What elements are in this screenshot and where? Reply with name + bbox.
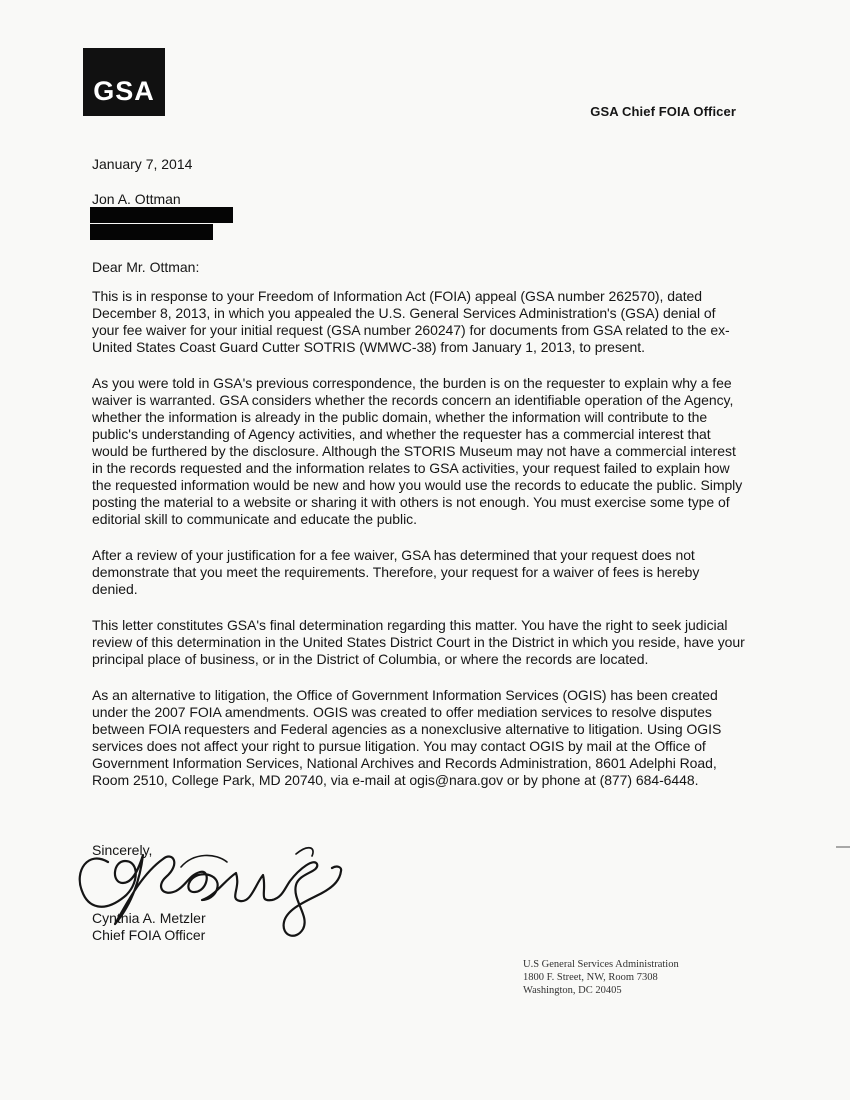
gsa-logo — [83, 48, 165, 116]
paragraph-determination: After a review of your justification for a fee waiver, GSA has determined that your request does not demonstrate that you meet the requirements. Therefore, your request for a waiver of fees is hereby denied. — [92, 547, 700, 597]
letter-date: January 7, 2014 — [92, 156, 193, 172]
footer-agency: U.S General Services Administration — [523, 959, 679, 970]
redacted-address-line-1 — [90, 207, 233, 223]
redacted-address-line-2 — [90, 224, 213, 240]
recipient-name: Jon A. Ottman — [92, 191, 181, 207]
office-title: GSA Chief FOIA Officer — [590, 104, 736, 119]
letter-body — [92, 288, 746, 808]
gsa-logo-text: GSA — [93, 75, 155, 106]
footer-street: 1800 F. Street, NW, Room 7308 — [523, 972, 658, 983]
paragraph-fee-waiver-criteria: As you were told in GSA's previous correspondence, the burden is on the requester to explain why a fee waiver is warranted. GSA considers whether the records concern an identifiable operation of the Agency, whether the information is already in the public domain, whether the information will contribute to the public's understanding of Agency activities, and whether the requester has a commercial interest that would be furthered by the disclosure. Although the STORIS Museum may not have a commercial interest in the records requested and the information relates to GSA activities, your request failed to explain how the requested information would be new and how you would use the records to educate the public. Simply posting the material to a website or sharing it with others is not enough. You must exercise some type of editorial skill to communicate and educate the public. — [92, 375, 743, 527]
salutation: Dear Mr. Ottman: — [92, 259, 200, 275]
signature-block — [92, 910, 206, 944]
paragraph-judicial-review: This letter constitutes GSA's final determination regarding this matter. You have the right to seek judicial review of this determination in the United States District Court in the District in which you reside, have your principal place of business, or in the District of Columbia, or where the records are located. — [92, 617, 745, 667]
paragraph-ogis-alternative: As an alternative to litigation, the Office of Government Information Services (OGIS) has been created under the 2007 FOIA amendments. OGIS was created to offer mediation services to resolve disputes between FOIA requesters and Federal agencies as a nonexclusive alternative to litigation. Using OGIS services does not affect your right to pursue litigation. You may contact OGIS by mail at the Office of Government Information Services, National Archives and Records Administration, 8601 Adelphi Road, Room 2510, College Park, MD 20740, via e-mail at ogis@nara.gov or by phone at (877) 684-6448. — [92, 687, 722, 788]
scan-mark — [836, 846, 850, 848]
closing: Sincerely, — [92, 842, 153, 858]
footer-city: Washington, DC 20405 — [523, 985, 622, 996]
agency-address — [523, 958, 679, 997]
signer-title: Chief FOIA Officer — [92, 927, 206, 943]
signer-name: Cynthia A. Metzler — [92, 910, 206, 926]
paragraph-appeal-summary: This is in response to your Freedom of Information Act (FOIA) appeal (GSA number 262570), dated December 8, 2013, in which you appealed the U.S. General Services Administration's (GSA) denial of your fee waiver for your initial request (GSA number 260247) for documents from GSA related to the ex-United States Coast Guard Cutter SOTRIS (WMWC-38) from January 1, 2013, to present. — [92, 288, 730, 355]
